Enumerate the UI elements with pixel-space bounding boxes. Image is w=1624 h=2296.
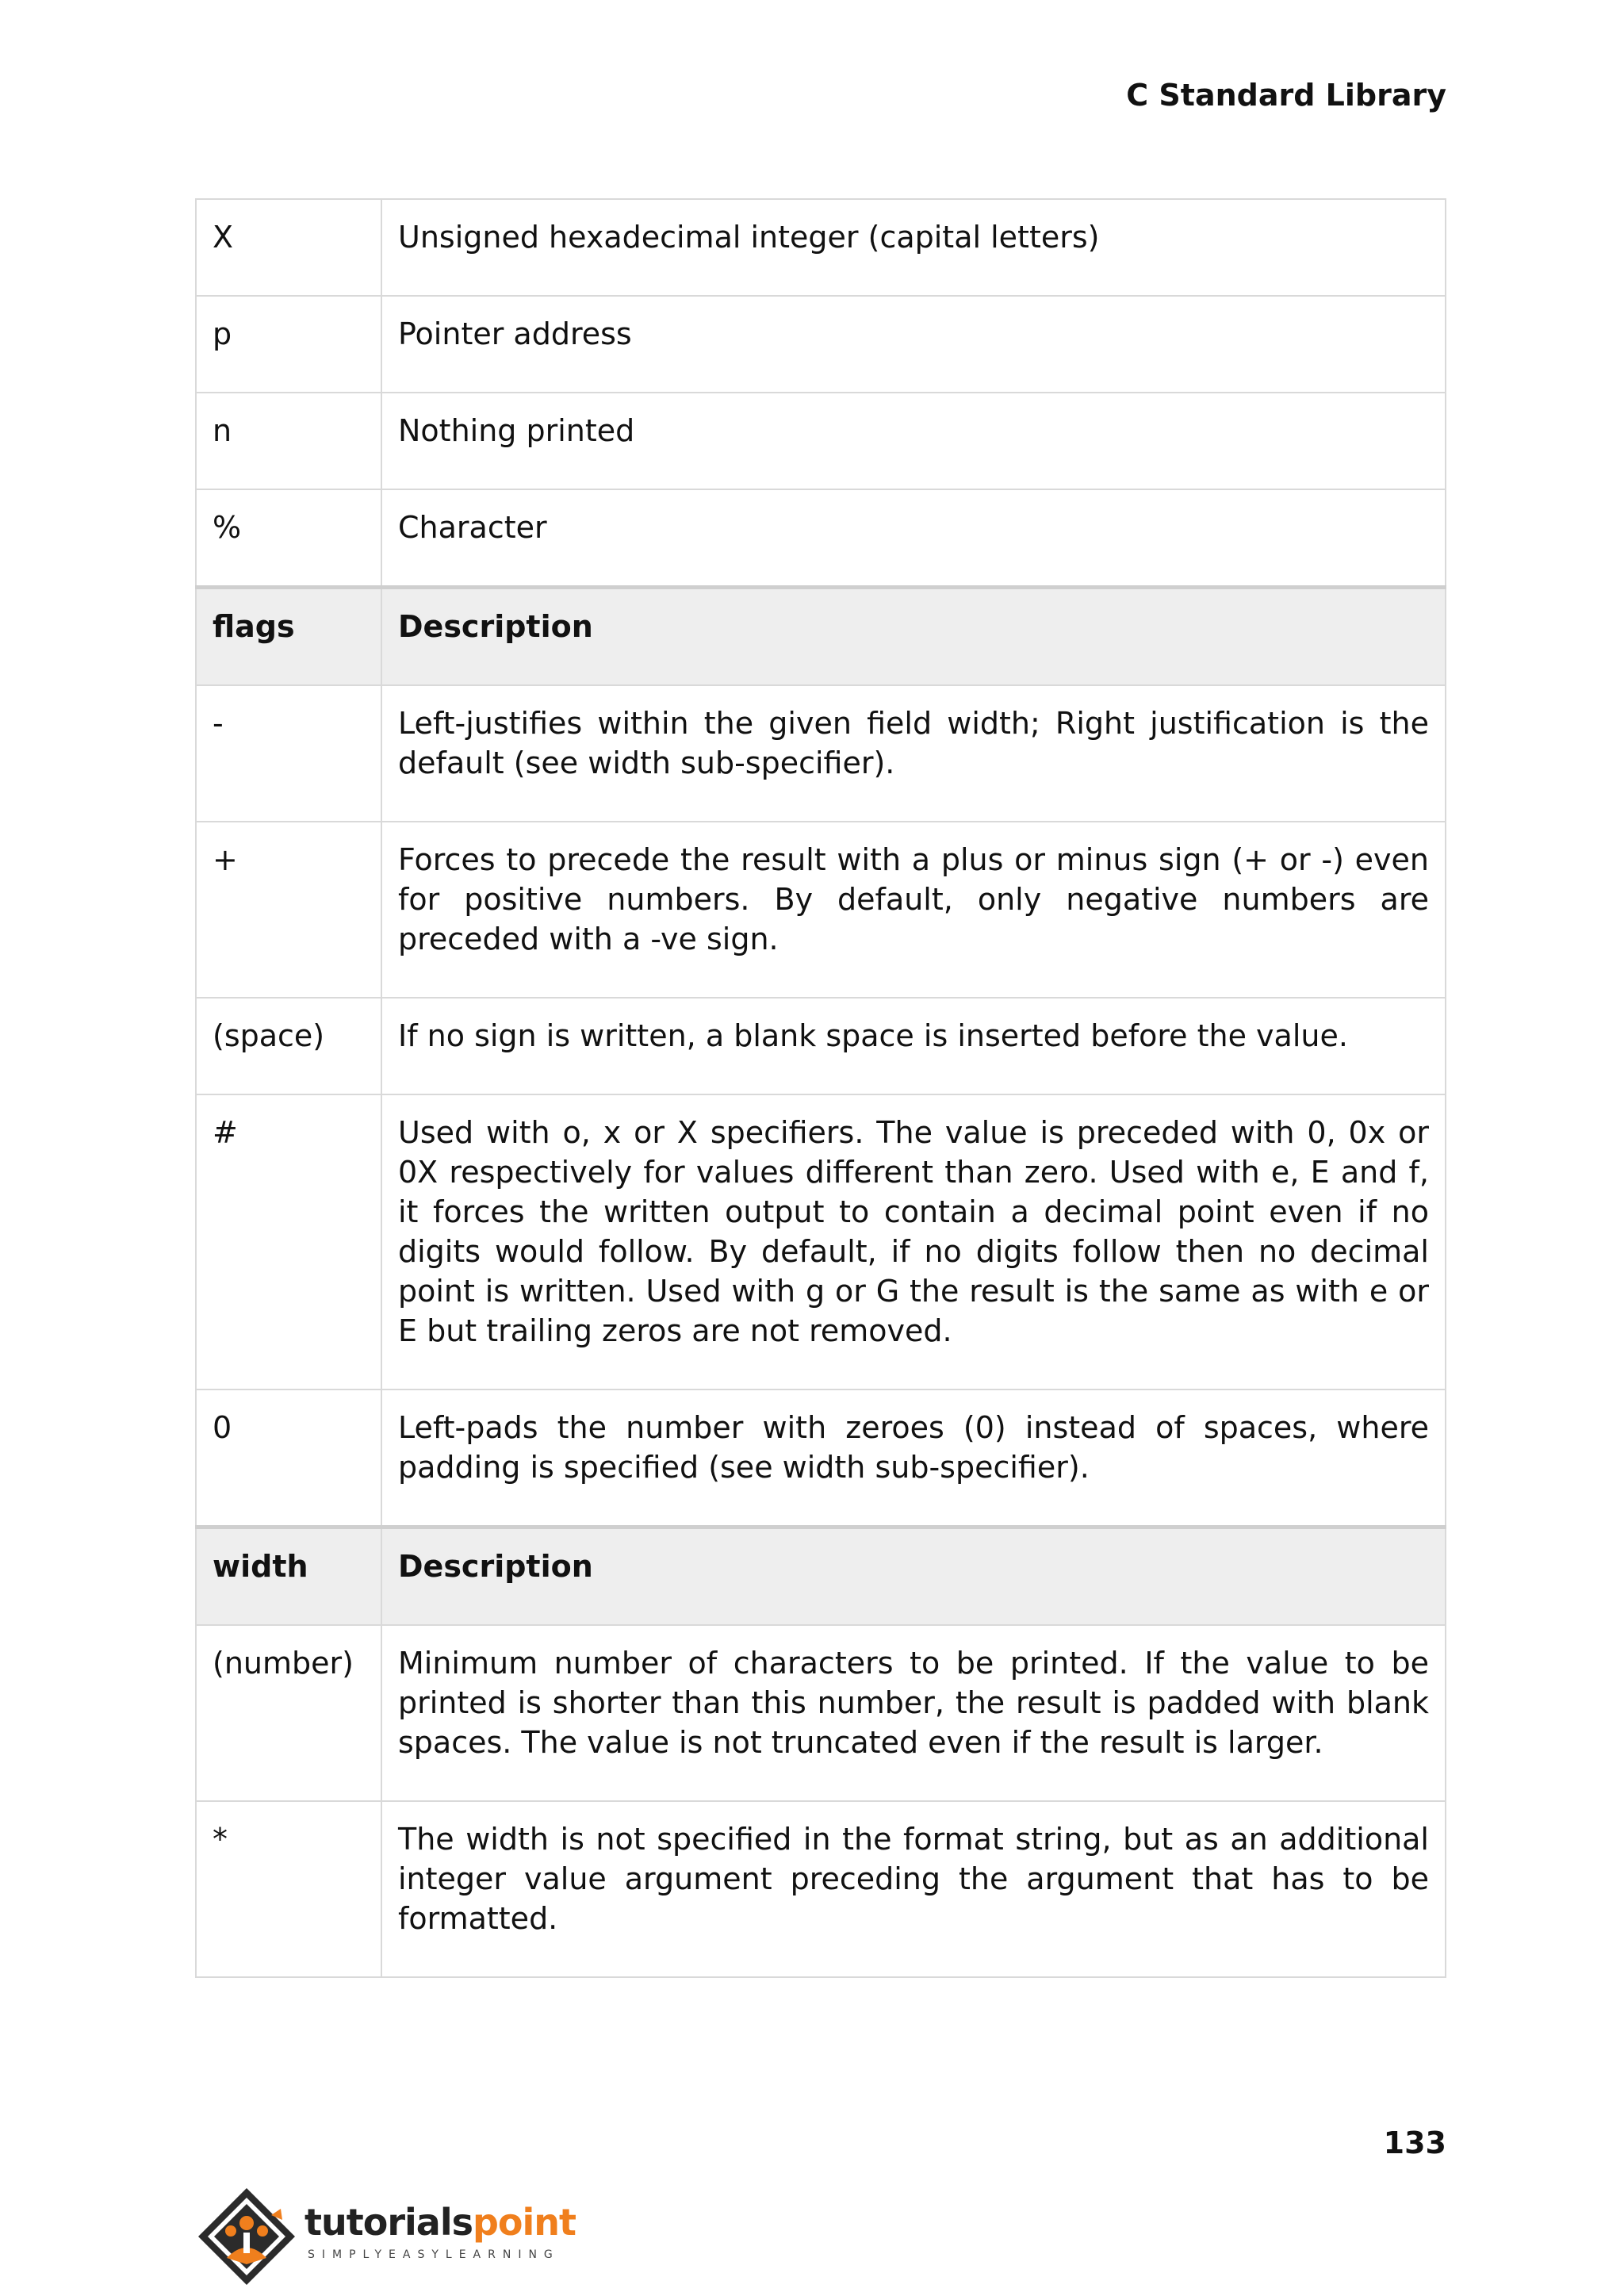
- page-number: 133: [1383, 2125, 1446, 2160]
- table-cell-desc: Used with o, x or X specifiers. The value is preceded with 0, 0x or 0X respectively for values different than zero. Used with e, E and f, it forces the written output to contain a decimal point even if no digits would follow. By default, if no digits follow then no decimal point is written. Used with g or G the result is the same as with e or E but trailing zeros are not removed.: [381, 1094, 1446, 1389]
- table-cell-desc: Left-justifies within the given field width; Right justification is the default (see width sub-specifier).: [381, 685, 1446, 822]
- table-header-cell-key: flags: [196, 588, 381, 686]
- table-row: [196, 296, 1446, 393]
- logo-wordmark: [304, 2201, 576, 2244]
- table-header-cell-desc: Description: [381, 1527, 1446, 1626]
- page-header-title: C Standard Library: [1126, 78, 1446, 113]
- table-row: [196, 1801, 1446, 1977]
- logo-word-part1: tutorials: [304, 2201, 473, 2244]
- table-cell-desc: Minimum number of characters to be printed. If the value to be printed is shorter than this number, the result is padded with blank spaces. The value is not truncated even if the result is larger.: [381, 1625, 1446, 1801]
- tutorialspoint-logo-icon: [195, 2185, 298, 2288]
- table-row: [196, 822, 1446, 998]
- table-row: [196, 1389, 1446, 1527]
- specifier-table: [195, 198, 1446, 1978]
- table-row: [196, 998, 1446, 1094]
- table-cell-desc: Pointer address: [381, 296, 1446, 393]
- table-row: [196, 1625, 1446, 1801]
- table-cell-desc: If no sign is written, a blank space is inserted before the value.: [381, 998, 1446, 1094]
- table-cell-desc: Character: [381, 489, 1446, 588]
- table-header-row-flags: [196, 588, 1446, 686]
- table-cell-key: (space): [196, 998, 381, 1094]
- table-cell-desc: Nothing printed: [381, 393, 1446, 489]
- table-row: [196, 685, 1446, 822]
- table-cell-key: p: [196, 296, 381, 393]
- tutorialspoint-logo: [195, 2185, 576, 2296]
- table-cell-desc: The width is not specified in the format string, but as an additional integer value argument preceding the argument that has to be formatted.: [381, 1801, 1446, 1977]
- table-cell-key: (number): [196, 1625, 381, 1801]
- table-cell-key: *: [196, 1801, 381, 1977]
- table-header-cell-key: width: [196, 1527, 381, 1626]
- table-header-cell-desc: Description: [381, 588, 1446, 686]
- table-row: [196, 489, 1446, 588]
- table-cell-key: X: [196, 199, 381, 296]
- table-row: [196, 199, 1446, 296]
- table-cell-desc: Forces to precede the result with a plus or minus sign (+ or -) even for positive numbers. By default, only negative numbers are preceded with a -ve sign.: [381, 822, 1446, 998]
- table-row: [196, 1094, 1446, 1389]
- table-header-row-width: [196, 1527, 1446, 1626]
- table-row: [196, 393, 1446, 489]
- table-cell-key: n: [196, 393, 381, 489]
- logo-word-part2: point: [472, 2201, 576, 2244]
- table-cell-desc: Unsigned hexadecimal integer (capital letters): [381, 199, 1446, 296]
- table-cell-key: +: [196, 822, 381, 998]
- table-cell-key: -: [196, 685, 381, 822]
- table-cell-desc: Left-pads the number with zeroes (0) instead of spaces, where padding is specified (see width sub-specifier).: [381, 1389, 1446, 1527]
- table-cell-key: #: [196, 1094, 381, 1389]
- table-cell-key: %: [196, 489, 381, 588]
- table-cell-key: 0: [196, 1389, 381, 1527]
- logo-tagline: SIMPLYEASYLEARNING: [308, 2248, 560, 2261]
